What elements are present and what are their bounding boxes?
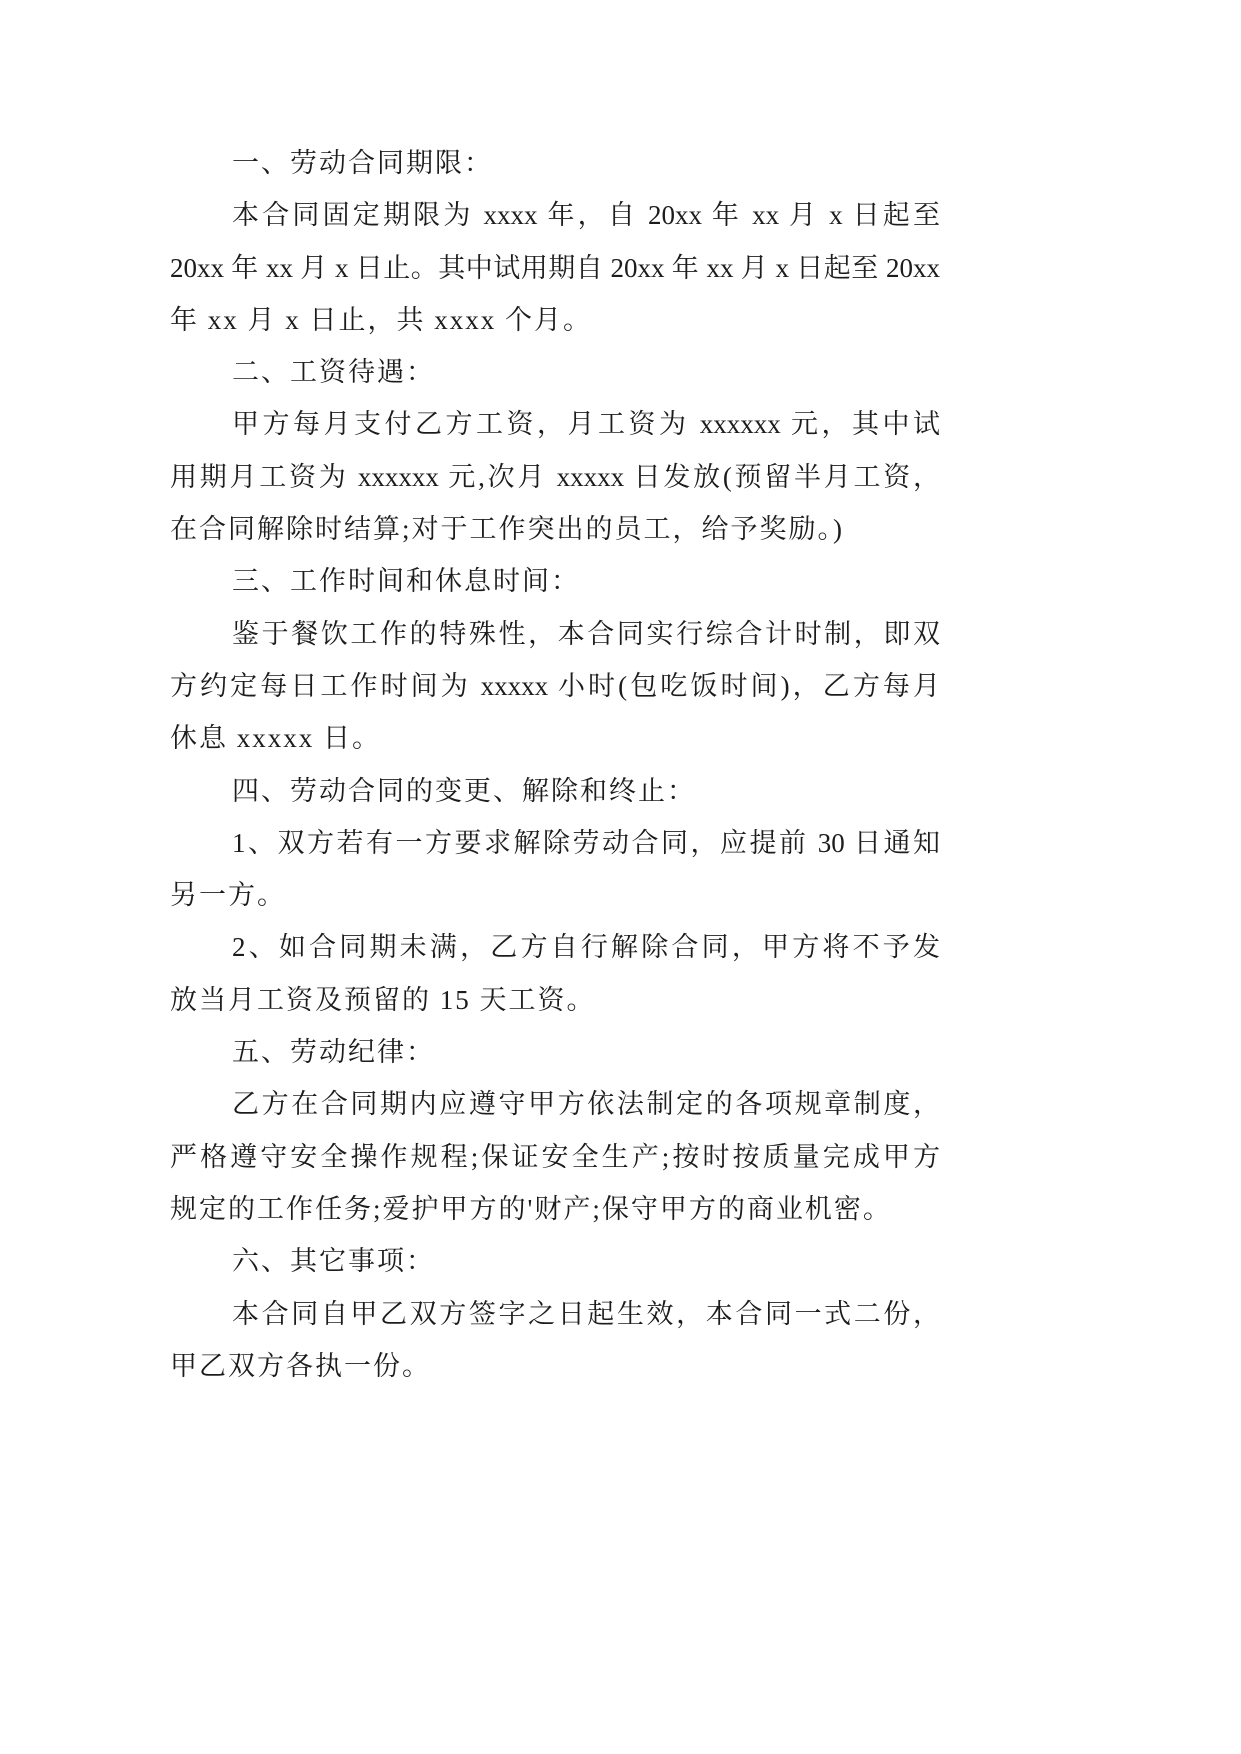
paragraph [170, 921, 940, 1026]
section-heading: 四、劳动合同的变更、解除和终止： [232, 775, 696, 806]
paragraph-line: 规定的工作任务;爱护甲方的'财产;保守甲方的商业机密。 [170, 1193, 892, 1224]
paragraph-line: 休息 xxxxx 日。 [170, 723, 381, 754]
section-heading: 三、工作时间和休息时间： [232, 566, 580, 597]
section-heading: 五、劳动纪律： [232, 1037, 435, 1068]
paragraph-line: 甲方每月支付乙方工资，月工资为 xxxxxx 元，其中试 [232, 409, 940, 440]
paragraph-line: 甲乙双方各执一份。 [170, 1350, 431, 1381]
paragraph-line: 方约定每日工作时间为 xxxxx 小时(包吃饭时间)，乙方每月 [170, 670, 940, 701]
section-contract-changes [170, 765, 940, 1026]
paragraph [170, 817, 940, 922]
paragraph-line: 放当月工资及预留的 15 天工资。 [170, 984, 596, 1015]
section-salary [170, 346, 940, 555]
paragraph-line: 在合同解除时结算;对于工作突出的员工，给予奖励。) [170, 514, 844, 545]
paragraph-line: 乙方在合同期内应遵守甲方依法制定的各项规章制度， [232, 1089, 940, 1120]
paragraph [170, 608, 940, 765]
section-heading: 一、劳动合同期限： [232, 148, 493, 178]
paragraph-line: 1、双方若有一方要求解除劳动合同，应提前 30 日通知 [232, 827, 940, 858]
section-labor-discipline [170, 1026, 940, 1235]
section-heading: 二、工资待遇： [232, 357, 435, 388]
paragraph-line: 年 xx 月 x 日止，共 xxxx 个月。 [170, 304, 592, 335]
section-other-matters [170, 1235, 940, 1392]
paragraph-line: 严格遵守安全操作规程;保证安全生产;按时按质量完成甲方 [170, 1141, 940, 1172]
paragraph [170, 189, 940, 346]
paragraph [170, 398, 940, 555]
paragraph-line: 本合同固定期限为 xxxx 年，自 20xx 年 xx 月 x 日起至 [232, 200, 940, 231]
document-page-body [170, 137, 940, 1392]
section-heading: 六、其它事项： [232, 1246, 435, 1277]
paragraph-line: 本合同自甲乙双方签字之日起生效，本合同一式二份， [232, 1298, 940, 1329]
paragraph-line: 20xx 年 xx 月 x 日止。其中试用期自 20xx 年 xx 月 x 日起至 20xx [170, 252, 940, 283]
section-contract-term [170, 137, 940, 346]
paragraph [170, 1078, 940, 1235]
paragraph-line: 另一方。 [170, 880, 286, 911]
paragraph [170, 1288, 940, 1393]
section-working-hours [170, 555, 940, 764]
paragraph-line: 鉴于餐饮工作的特殊性，本合同实行综合计时制，即双 [232, 618, 940, 649]
paragraph-line: 2、如合同期未满，乙方自行解除合同，甲方将不予发 [232, 932, 940, 963]
paragraph-line: 用期月工资为 xxxxxx 元,次月 xxxxx 日发放(预留半月工资， [170, 461, 940, 492]
